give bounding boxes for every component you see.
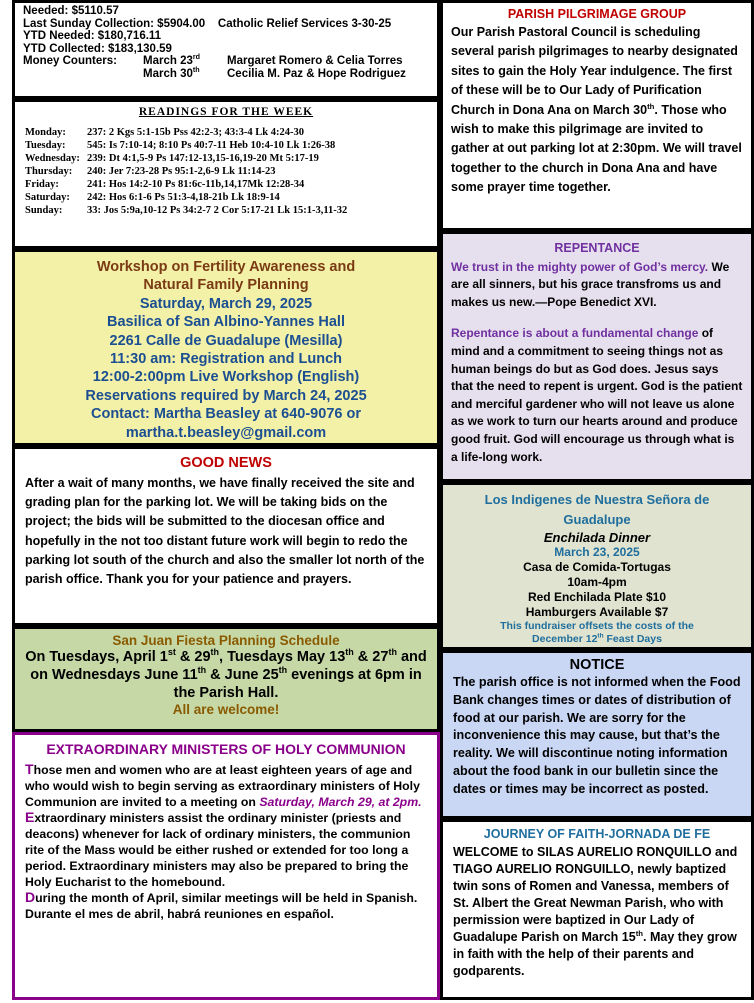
ytd-collected-line: YTD Collected: $183,130.59 <box>23 42 172 55</box>
ministers-paragraph-3: During the month of April, similar meetings will be held in Spanish. Durante el mes de abril, habrá reuniones en español. <box>25 889 418 922</box>
fiesta-body: On Tuesdays, April 1st & 29th, Tuesdays May 13th & 27th and on Wednesdays June 11th & June 25th evenings at 6pm in the Parish Hall. <box>25 647 427 701</box>
pilgrimage-body: Our Parish Pastoral Council is scheduling several parish pilgrimages to nearby designated sites to gain the Holy Year indulgence. The first of these will be to Our Lady of Purification Church in Dona Ana on March 30th. Those who wish to make this pilgrimage are invited to gather at out parking lot at 2:30pm. We will travel together to the church in Dona Ana and have some prayer time together. <box>451 25 742 195</box>
reading-row: Wednesday: 239: Dt 4:1,5-9 Ps 147:12-13,15-16,19-20 Mt 5:17-19 <box>25 153 319 164</box>
fundraiser-note: This fundraiser offsets the costs of the December 12th Feast Days <box>500 620 694 645</box>
reading-row: Tuesday: 545: Is 7:10-14; 8:10 Ps 40:7-11 Heb 10:4-10 Lk 1:26-38 <box>25 140 336 151</box>
fertility-workshop-box <box>12 249 440 446</box>
ministers-paragraph-1: Those men and women who are at least eighteen years of age and who would wish to begin serving as extraordinary ministers of Holy Communion are invited to a meeting on Saturday, March 29, at 2pm. <box>25 761 422 809</box>
fertility-line: 12:00-2:00pm Live Workshop (English) <box>92 369 360 386</box>
ministers-title: EXTRAORDINARY MINISTERS OF HOLY COMMUNION <box>46 741 406 757</box>
meeting-date: Saturday, March 29, at 2pm. <box>259 794 422 809</box>
counter-names: Margaret Romero & Celia Torres <box>227 55 403 68</box>
dinner-title: Enchilada Dinner <box>543 530 651 545</box>
fiesta-schedule-box <box>12 626 440 732</box>
indigenes-title: Los Indigenes de Nuestra Señora de Guadalupe <box>484 492 710 527</box>
dinner-time: 10am-4pm <box>567 575 627 589</box>
dinner-date: March 23, 2025 <box>554 545 640 559</box>
fertility-title-1: Workshop on Fertility Awareness and <box>96 259 356 275</box>
finance-box <box>12 0 440 99</box>
counter-date: March 30th <box>143 66 200 80</box>
good-news-title: GOOD NEWS <box>180 455 272 471</box>
reading-row: Thursday: 240: Jer 7:23-28 Ps 95:1-2,6-9 Lk 11:14-23 <box>25 166 276 177</box>
good-news-body: After a wait of many months, we have finally received the site and grading plan for the parking lot. We will be taking bids on the project; the bids will be submitted to the diocesan office and hopefully in the not too distant future work will begin to redo the parking lot south of the church and also the smaller lot north of the parish office. Thank you for your patience and prayers. <box>25 476 425 587</box>
money-counters-label: Money Counters: <box>23 55 117 68</box>
journey-of-faith-box <box>440 819 754 1000</box>
pilgrimage-box <box>440 0 754 231</box>
fertility-line: Contact: Martha Beasley at 640-9076 or <box>91 406 361 423</box>
pilgrimage-title: PARISH PILGRIMAGE GROUP <box>507 7 687 21</box>
fertility-line: Saturday, March 29, 2025 <box>139 295 313 312</box>
readings-title: READINGS FOR THE WEEK <box>138 106 314 118</box>
reading-row: Saturday: 242: Hos 6:1-6 Ps 51:3-4,18-21b Lk 18:9-14 <box>25 192 280 203</box>
fiesta-welcome: All are welcome! <box>172 702 280 717</box>
reading-row: Monday: 237: 2 Kgs 5:1-15b Pss 42:2-3; 43:3-4 Lk 4:24-30 <box>25 127 304 138</box>
last-sunday-line: Last Sunday Collection: $5904.00 Catholic Relief Services 3-30-25 <box>23 17 392 30</box>
repentance-box <box>440 231 754 482</box>
readings-box <box>12 99 440 249</box>
fertility-line: Reservations required by March 24, 2025 <box>85 387 367 404</box>
money-counters-row-2 <box>23 68 429 81</box>
counter-names: Cecilia M. Paz & Hope Rodriguez <box>227 67 406 80</box>
fertility-line: Basilica of San Albino-Yannes Hall <box>107 314 345 331</box>
journey-title: JOURNEY OF FAITH-JORNADA DE FE <box>483 827 711 841</box>
fertility-line: 2261 Calle de Guadalupe (Mesilla) <box>109 332 343 349</box>
dinner-plate-price: Red Enchilada Plate $10 <box>527 590 667 604</box>
reading-row: Friday: 241: Hos 14:2-10 Ps 81:6c-11b,14,17Mk 12:28-34 <box>25 179 305 190</box>
money-counters-row-1 <box>23 55 429 68</box>
needed-line: Needed: $5110.57 <box>23 5 119 17</box>
repentance-title: REPENTANCE <box>554 241 640 255</box>
reading-row: Sunday: 33: Jos 5:9a,10-12 Ps 34:2-7 2 Cor 5:17-21 Lk 15:1-3,11-32 <box>25 205 348 216</box>
fertility-email: martha.t.beasley@gmail.com <box>125 424 327 441</box>
enchilada-dinner-box <box>440 482 754 650</box>
good-news-box <box>12 446 440 626</box>
notice-body: The parish office is not informed when the Food Bank changes times or dates of distribution of food at our parish. We are sorry for the inconvenience this may cause, but that’s the reality. We will discontinue noting information about the food bank in our bulletin since the dates or times may be incorrect as posted. <box>453 675 741 796</box>
ministers-paragraph-2: Extraordinary ministers assist the ordinary minister (priests and deacons) whenever for lack of ordinary ministers, the communion rite of the Mass would be either rushed or extended for too long a period. Extraordinary ministers may also be prepared to bring the Holy Eucharist to the homebound. <box>25 809 411 889</box>
counter-date: March 23rd <box>143 53 200 68</box>
ytd-needed-line: YTD Needed: $180,716.11 <box>23 30 162 43</box>
ministers-box <box>12 732 440 1000</box>
repentance-body: Repentance is about a fundamental change of mind and a commitment to seeing things not as human beings do but as God does. Jesus says that the need to repent is urgent. God is the patient and merciful gardener who will not leave us alone as we work to turn our hearts around and produce good fruit. God will encourage us through what is a life-long work. <box>451 326 743 464</box>
hamburger-price: Hamburgers Available $7 <box>525 605 669 619</box>
fiesta-title: San Juan Fiesta Planning Schedule <box>112 633 340 648</box>
dinner-place: Casa de Comida-Tortugas <box>523 560 671 574</box>
notice-title: NOTICE <box>569 657 625 673</box>
fertility-title-2: Natural Family Planning <box>143 277 309 294</box>
repentance-quote: We trust in the mighty power of God’s mercy. We are all sinners, but his grace transfroms us and makes us new.—Pope Benedict XVI. <box>451 259 730 309</box>
notice-box <box>440 650 754 819</box>
fertility-line: 11:30 am: Registration and Lunch <box>109 351 343 368</box>
journey-body: WELCOME to SILAS AURELIO RONQUILLO and TIAGO AURELIO RONGUILLO, newly baptized twin sons of Romen and Vanessa, members of St. Albert the Great Newman Parish, who with permission were baptized in Our Lady of Guadalupe Parish on March 15th. May they grow in faith with the help of their parents and godparents. <box>453 845 738 978</box>
